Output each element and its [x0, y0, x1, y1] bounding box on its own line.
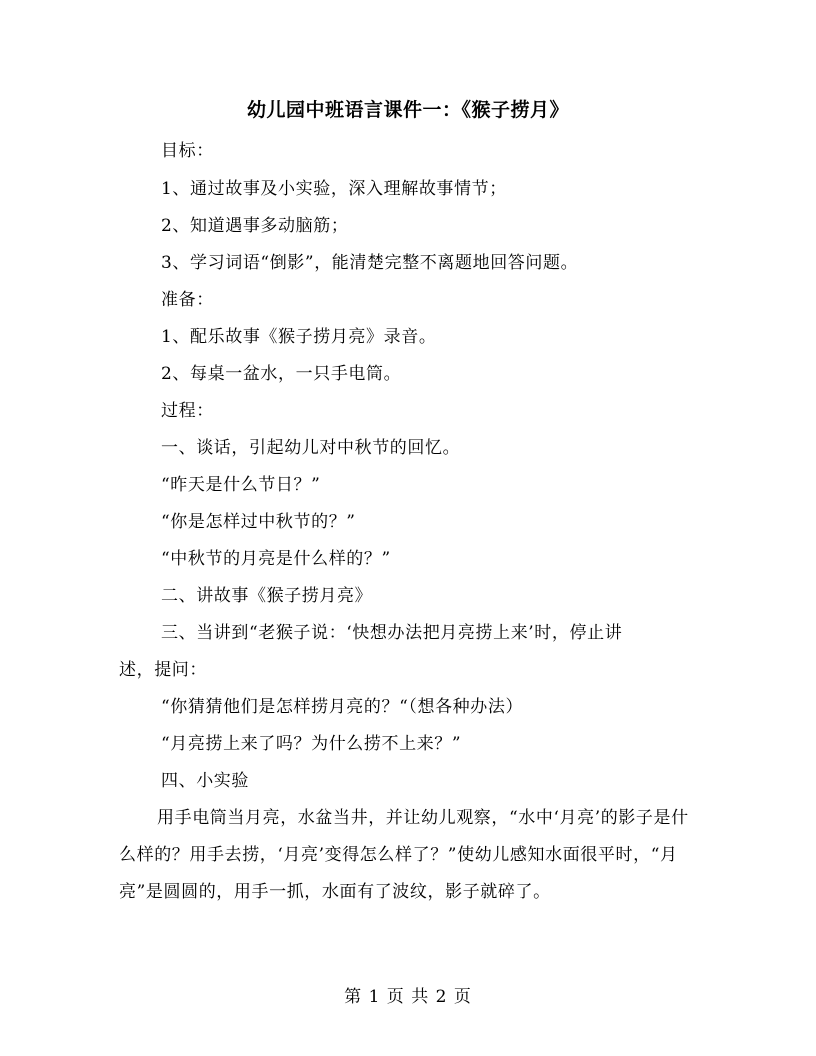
question-2: “你是怎样过中秋节的？”: [161, 512, 356, 532]
question-4: “你猜猜他们是怎样捞月亮的？“（想各种办法）: [161, 697, 524, 717]
question-5: “月亮捞上来了吗？为什么捞不上来？”: [161, 734, 462, 754]
process-step-2: 二、讲故事《猴子捞月亮》: [161, 586, 373, 606]
preparation-item-1: 1、配乐故事《猴子捞月亮》录音。: [161, 327, 437, 347]
process-step-3: 三、当讲到“老猴子说：‘快想办法把月亮捞上来’时，停止讲: [161, 623, 623, 643]
process-step-4: 四、小实验: [161, 771, 249, 791]
document-title: 幼儿园中班语言课件一：《猴子捞月》: [246, 99, 569, 121]
process-step-1: 一、谈话，引起幼儿对中秋节的回忆。: [161, 438, 461, 458]
page-indicator: 第 1 页 共 2 页: [344, 987, 472, 1007]
goal-item-2: 2、知道遇事多动脑筋；: [161, 216, 349, 236]
process-step-3-continued: 述，提问：: [119, 660, 207, 680]
goal-item-1: 1、通过故事及小实验，深入理解故事情节；: [161, 179, 507, 199]
experiment-paragraph: 用手电筒当月亮，水盆当井，并让幼儿观察，“水中‘月亮’的影子是什么样的？用手去捞，‘月亮’变得怎么样了？”使幼儿感知水面很平时，“月亮”是圆圆的，用手一抓，水面有了波纹，影子就碎了。: [119, 808, 689, 902]
preparation-item-2: 2、每桌一盆水，一只手电筒。: [161, 364, 402, 384]
question-3: “中秋节的月亮是什么样的？”: [161, 549, 391, 569]
section-heading-goals: 目标：: [161, 141, 214, 161]
section-heading-process: 过程：: [161, 401, 214, 421]
section-heading-preparation: 准备：: [161, 290, 214, 310]
goal-item-3: 3、学习词语“倒影”，能清楚完整不离题地回答问题。: [161, 253, 579, 273]
question-1: “昨天是什么节日？”: [161, 475, 321, 495]
